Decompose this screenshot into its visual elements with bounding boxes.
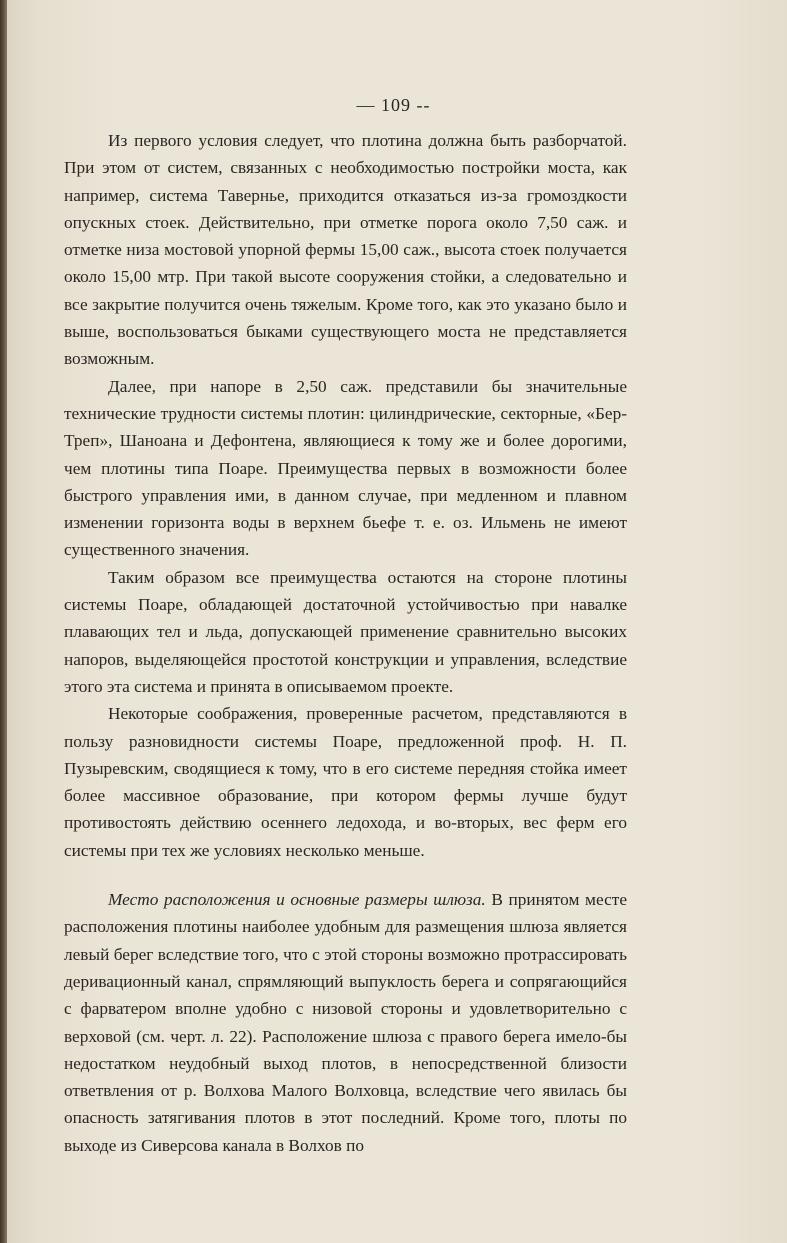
paragraph-puzyrevsky-variant: Некоторые соображения, проверенные расчетом, представляются в пользу разновидности системы Поаре, предложенной проф. Н. П. Пузыревским, сводящиеся к тому, что в его системе передняя стойка имеет более массивное образование, при котором фермы лучше будут противостоять действию осеннего ледохода, и во-вторых, вес ферм его системы при тех же условиях несколько меньше. (64, 704, 627, 860)
paragraph-napor-trudnosti: Далее, при напоре в 2,50 саж. представили бы значительные технические трудности системы плотин: цилиндрические, секторные, «Бер-Треп», Шаноана и Дефонтена, являющиеся к тому же и более дорогими, чем плотины типа Поаре. Преимущества первых в возможности более быстрого управления ими, в данном случае, при медленном и плавном изменении горизонта воды в верхнем бьефе т. е. оз. Ильмень не имеют существенного значения. (64, 376, 627, 560)
section-paragraph-shlyuz (64, 886, 627, 1159)
page-number: — 109 -- (356, 95, 431, 115)
section-heading: Место расположения и основные размеры шлюза. (108, 890, 486, 910)
paragraph-plotina-razborchataya: Из первого условия следует, что плотина должна быть разборчатой. При этом от систем, связанных с необходимостью постройки моста, как например, система Тавернье, приходится отказаться из-за громоздкости опускных стоек. Действительно, при отметке порога около 7,50 саж. и отметке низа мостовой упорной фермы 15,00 саж., высота стоек получается около 15,00 мтр. При такой высоте сооружения стойки, а следовательно и все закрытие получится очень тяжелым. Кроме того, как это указано было и выше, воспользоваться быками существующего моста не представляется возможным. (64, 131, 627, 369)
body-text (64, 127, 627, 1159)
paragraph-sistema-poare: Таким образом все преимущества остаются на стороне плотины системы Поаре, обладающей достаточной устойчивостью при навалке плавающих тел и льда, допускающей применение сравнительно высоких напоров, выделяющейся простотой конструкции и управления, вследствие этого эта система и принята в описываемом проекте. (64, 567, 627, 696)
section-text: В принятом месте расположения плотины наиболее удобным для размещения шлюза является левый берег вследствие того, что с этой стороны возможно протрассировать деривационный канал, спрямляющий выпуклость берега и сопрягающийся с фарватером вполне удобно с низовой стороны и удовлетворительно с верховой (см. черт. л. 22). Расположение шлюза с правого берега имело-бы недостатком неудобный выход плотов, в непосредственной близости ответвления от р. Волхова Малого Волховца, вследствие чего явилась бы опасность затягивания плотов в этот последний. Кроме того, плоты по выходе из Сиверсова канала в Волхов по (64, 890, 627, 1155)
book-spine-edge (0, 0, 7, 1243)
